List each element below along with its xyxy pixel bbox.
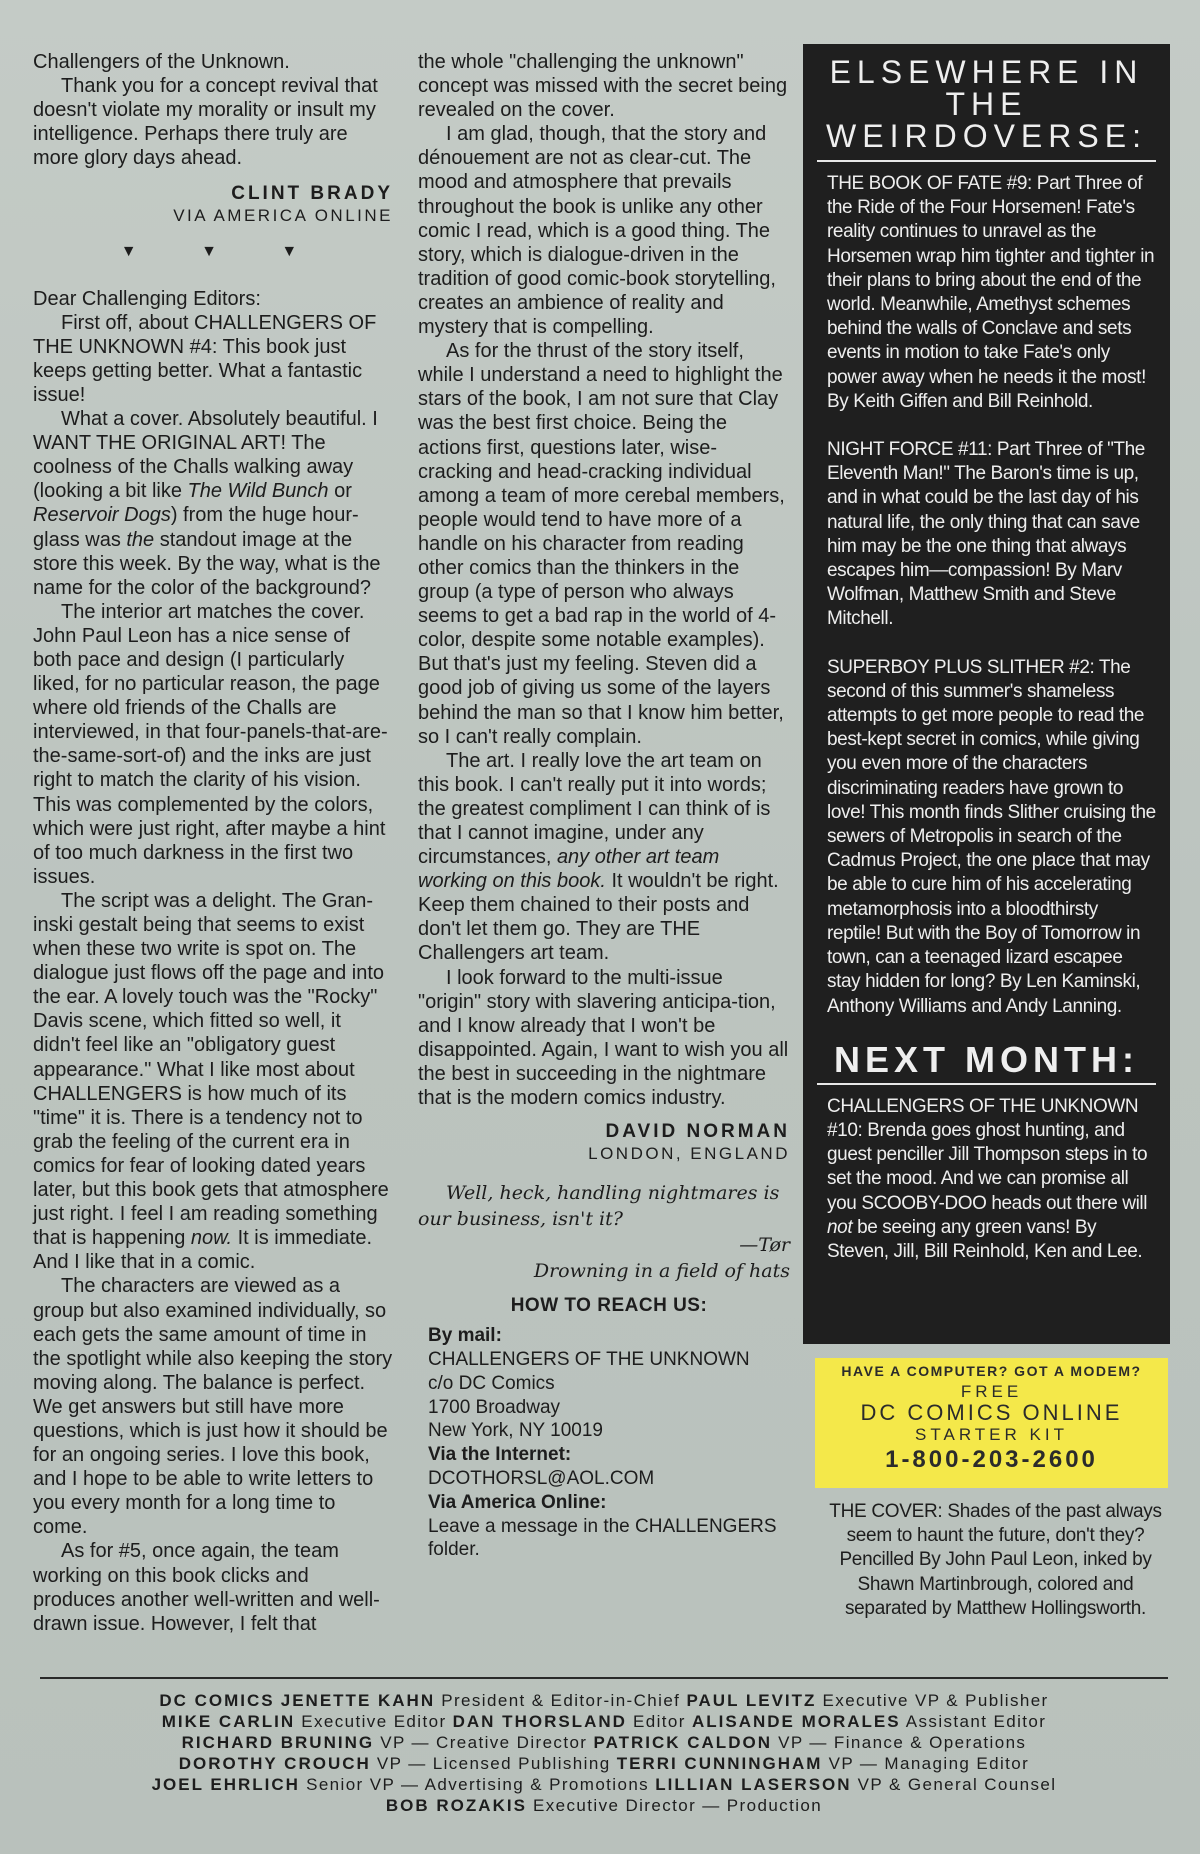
staff-credits bbox=[40, 1690, 1168, 1816]
credit-name: BOB ROZAKIS bbox=[385, 1796, 527, 1815]
sidebar-rule bbox=[817, 160, 1156, 162]
letters-column-middle bbox=[418, 50, 790, 1562]
sidebar-item-superboy: SUPERBOY PLUS SLITHER #2: The second of this summer's shameless attempts to get more people to read the best-kept secret in comics, while giving you even more of the characters discriminating readers have grown to love! This month finds Slither cruising the sewers of Metropolis in search of the Cadmus Project, the one place that may be able to cure him of his accelerating metamorphosis into a bloodthirsty reptile! But with the Boy of Tomorrow in town, can a teenaged lizard escapee stay hidden for long? By Len Kaminski, Anthony Williams and Andy Lanning. bbox=[827, 656, 1156, 1017]
credit-role: VP & General Counsel bbox=[851, 1775, 1057, 1794]
credits-line bbox=[40, 1795, 1168, 1816]
credit-name: TERRI CUNNINGHAM bbox=[616, 1754, 823, 1773]
next-month-text: CHALLENGERS OF THE UNKNOWN #10: Brenda goes ghost hunting, and guest penciller Jill Thompson steps in to set the mood. And we can promise all you SCOOBY-DOO heads out there will not be seeing any green vans! By Steven, Jill, Bill Reinhold, Ken and Lee. bbox=[827, 1095, 1148, 1262]
ad-line: STARTER KIT bbox=[915, 1425, 1068, 1444]
mail-address-line: c/o DC Comics bbox=[428, 1372, 555, 1394]
credit-name: JOEL EHRLICH bbox=[151, 1775, 300, 1794]
letter-paragraph: I am glad, though, that the story and dénouement are not as clear-cut. The mood and atmosphere that prevails throughout the book is unlike any other comic I read, which is a good thing. The story, which is dialogue-driven in the tradition of good comic-book storytelling, creates an ambience of reality and mystery that is compelling. bbox=[418, 123, 776, 339]
letter-paragraph: The interior art matches the cover. John Paul Leon has a nice sense of both pace and design (I particularly liked, for no particular reason, the page where old friends of the Challs are interviewed, in that four-panels-that-are-the-same-sort-of) and the inks are just right to match the clarity of his vision. This was complemented by the colors, which were just right, after maybe a hint of too much darkness in the first two issues. bbox=[33, 600, 388, 888]
credit-name: JENETTE KAHN bbox=[280, 1691, 436, 1710]
ad-phone-number: 1-800-203-2600 bbox=[885, 1446, 1098, 1473]
mail-address-line: New York, NY 10019 bbox=[428, 1420, 603, 1442]
credit-role: VP — Finance & Operations bbox=[771, 1733, 1027, 1752]
credits-line bbox=[40, 1774, 1168, 1795]
credit-name: ALISANDE MORALES bbox=[691, 1712, 901, 1731]
letter-text: Thank you for a concept revival that doesn't violate my morality or insult my intelligence. Perhaps there truly are more glory days ahead. bbox=[33, 75, 378, 170]
contact-heading: HOW TO REACH US: bbox=[510, 1295, 708, 1317]
dc-online-ad bbox=[815, 1358, 1168, 1488]
credit-name: PATRICK CALDON bbox=[593, 1733, 772, 1752]
credit-name: DOROTHY CROUCH bbox=[178, 1754, 371, 1773]
letter-salutation: Dear Challenging Editors: bbox=[33, 287, 261, 310]
letter-paragraph: First off, about CHALLENGERS OF THE UNKNOWN #4: This book just keeps getting better. What a fantastic issue! bbox=[33, 311, 377, 406]
letter-paragraph: As for the thrust of the story itself, while I understand a need to highlight the stars of the book, I am not sure that Clay was the best first choice. Being the actions first, questions later, wise-cracking and head-cracking individual among a team of more cerebal members, people would tend to have more of a handle on his character from reading other comics than the thinkers in the group (a type of person who always seems to get a bad rap in the world of 4-color, despite some notable examples). But that's just my feeling. Steven did a good job of giving us some of the layers behind the man so that I know him better, so I can't really complain. bbox=[418, 340, 785, 748]
letter-paragraph: The characters are viewed as a group but also examined individually, so each gets the same amount of time in the spotlight while also keeping the story moving along. The balance is perfect. We get answers but still have more questions, which is just how it should be for an ongoing series. I love this book, and I hope to be able to write letters to you every month for a long time to come. bbox=[33, 1275, 393, 1539]
signature-location: LONDON, ENGLAND bbox=[588, 1144, 790, 1164]
credit-role: VP — Creative Director bbox=[374, 1733, 588, 1752]
section-divider: ▼ ▼ ▼ bbox=[120, 243, 328, 261]
aol-label: Via America Online: bbox=[428, 1491, 607, 1513]
ad-line: FREE bbox=[960, 1382, 1023, 1401]
letter-paragraph: The script was a delight. The Gran-inski gestalt being that seems to exist when these two write is spot on. The dialogue just flows off the page and into the ear. A lovely touch was the "Rocky" Davis scene, which fitted so well, it didn't feel like an "obligatory guest appearance." What I like most about CHALLENGERS is how much of its "time" it is. There is a tendency not to grab the feeling of the current era in comics for fear of looking dated years later, but this book gets that atmosphere just right. I feel I am reading something that is happening now. It is immediate. And I like that in a comic. bbox=[33, 889, 389, 1274]
credit-name: DAN THORSLAND bbox=[452, 1712, 627, 1731]
credits-line bbox=[40, 1753, 1168, 1774]
sidebar-rule bbox=[817, 1083, 1156, 1085]
email-address: DCOTHORSL@AOL.COM bbox=[428, 1468, 655, 1489]
next-month-heading: NEXT MONTH: bbox=[834, 1038, 1139, 1080]
sidebar-item-night-force: NIGHT FORCE #11: Part Three of "The Eleventh Man!" The Baron's time is up, and in what could be the last day of his natural life, the only thing that can save him may be the one thing that always escapes him—compassion! By Marv Wolfman, Matthew Smith and Steve Mitchell. bbox=[827, 439, 1145, 630]
footer-rule bbox=[40, 1677, 1168, 1679]
credit-role: Senior VP — Advertising & Promotions bbox=[299, 1775, 650, 1794]
credit-role: President & Editor-in-Chief bbox=[435, 1691, 681, 1710]
letters-column-left bbox=[33, 50, 393, 1636]
editor-reply-tagline: Drowning in a field of hats bbox=[533, 1260, 790, 1283]
signature-location: VIA AMERICA ONLINE bbox=[173, 206, 393, 226]
credit-name: MIKE CARLIN bbox=[161, 1712, 296, 1731]
credits-line bbox=[40, 1732, 1168, 1753]
letter-text: Challengers of the Unknown. bbox=[33, 51, 290, 73]
credit-name: LILLIAN LASERSON bbox=[655, 1775, 852, 1794]
ad-line: DC COMICS ONLINE bbox=[860, 1400, 1123, 1425]
internet-label: Via the Internet: bbox=[428, 1444, 572, 1466]
credit-role: Executive VP & Publisher bbox=[816, 1691, 1049, 1710]
mail-label: By mail: bbox=[428, 1325, 502, 1347]
aol-instructions: Leave a message in the CHALLENGERS folder. bbox=[428, 1515, 777, 1561]
sidebar-heading: ELSEWHERE IN THE WEIRDOVERSE: bbox=[826, 54, 1147, 154]
credit-role: Editor bbox=[626, 1712, 686, 1731]
credit-name: PAUL LEVITZ bbox=[686, 1691, 817, 1710]
letter-paragraph: As for #5, once again, the team working on this book clicks and produces another well-written and well-drawn issue. However, I felt that bbox=[33, 1540, 380, 1635]
credit-role: Executive Editor bbox=[295, 1712, 447, 1731]
signature-name: CLINT BRADY bbox=[231, 183, 393, 205]
contact-info bbox=[418, 1294, 790, 1562]
letter-paragraph: I look forward to the multi-issue "origin" story with slavering anticipa-tion, and I know already that I won't be disappointed. Again, I want to wish you all the best in succeeding in the nightmare that is the modern comics industry. bbox=[418, 966, 789, 1110]
credit-name: DC COMICS bbox=[159, 1691, 275, 1710]
editor-reply-signature: —Tør bbox=[739, 1234, 790, 1257]
editor-reply: Well, heck, handling nightmares is our business, isn't it? bbox=[418, 1182, 780, 1231]
letter-paragraph: What a cover. Absolutely beautiful. I WANT THE ORIGINAL ART! The coolness of the Challs walking away (looking a bit like The Wild Bunch or Reservoir Dogs) from the huge hour-glass was the standout image at the store this week. By the way, what is the name for the color of the background? bbox=[33, 408, 381, 599]
letter-paragraph: The art. I really love the art team on this book. I can't really put it into words; the greatest compliment I can think of is that I cannot imagine, under any circumstances, any other art team working on this book. It wouldn't be right. Keep them chained to their posts and don't let them go. They are THE Challengers art team. bbox=[418, 749, 779, 965]
letter-signature bbox=[33, 182, 393, 226]
credit-role: Assistant Editor bbox=[900, 1712, 1047, 1731]
sidebar-item-book-of-fate: THE BOOK OF FATE #9: Part Three of the Ride of the Four Horsemen! Fate's reality continues to unravel as the Horsemen wrap him tighter and tighter in their plans to bring about the end of the world. Meanwhile, Amethyst schemes behind the walls of Conclave and sets events in motion to take Fate's only power away when he needs it the most! By Keith Giffen and Bill Reinhold. bbox=[827, 173, 1155, 412]
signature-name: DAVID NORMAN bbox=[605, 1121, 790, 1143]
letter-signature bbox=[418, 1120, 790, 1164]
credits-line bbox=[40, 1690, 1168, 1711]
credits-line bbox=[40, 1711, 1168, 1732]
mail-address-line: CHALLENGERS OF THE UNKNOWN bbox=[428, 1349, 750, 1371]
cover-credits: THE COVER: Shades of the past always seem to haunt the future, don't they? Pencilled By John Paul Leon, inked by Shawn Martinbrough, colored and separated by Matthew Hollingsworth. bbox=[829, 1501, 1162, 1619]
credit-name: RICHARD BRUNING bbox=[181, 1733, 375, 1752]
mail-address-line: 1700 Broadway bbox=[428, 1396, 561, 1418]
credit-role: VP — Managing Editor bbox=[822, 1754, 1030, 1773]
credit-role: VP — Licensed Publishing bbox=[370, 1754, 611, 1773]
letter-paragraph: the whole "challenging the unknown" concept was missed with the secret being revealed on the cover. bbox=[418, 51, 788, 122]
weirdoverse-sidebar bbox=[803, 44, 1170, 1344]
credit-role: Executive Director — Production bbox=[526, 1796, 823, 1815]
ad-line: HAVE A COMPUTER? GOT A MODEM? bbox=[841, 1363, 1142, 1379]
